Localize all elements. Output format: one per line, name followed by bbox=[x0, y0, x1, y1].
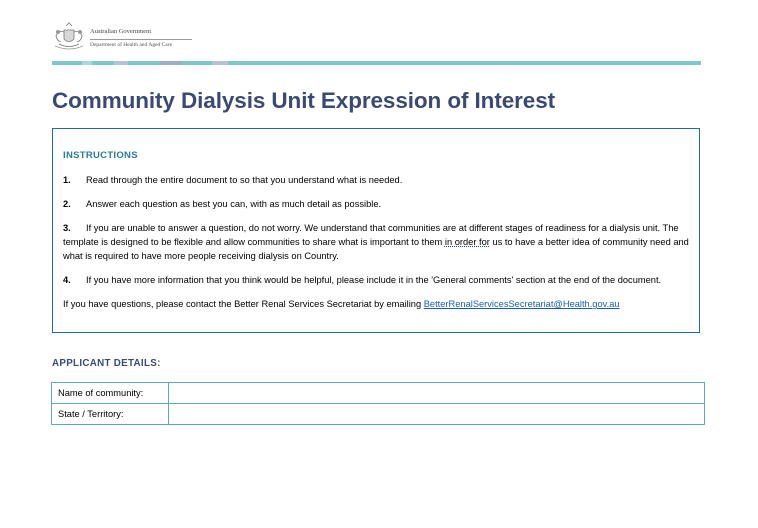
contact-text: If you have questions, please contact the Better Renal Services Secretariat by emailing bbox=[63, 299, 424, 309]
community-name-label: Name of community: bbox=[52, 383, 169, 404]
instructions-box bbox=[52, 128, 700, 333]
instruction-number: 2. bbox=[63, 199, 71, 209]
logo-text bbox=[90, 22, 192, 48]
instruction-number: 3. bbox=[63, 223, 71, 233]
instruction-number: 1. bbox=[63, 175, 71, 185]
instruction-text: Answer each question as best you can, with as much detail as possible. bbox=[86, 199, 382, 209]
stripe-segment bbox=[212, 61, 228, 65]
stripe-segment bbox=[160, 61, 182, 65]
instruction-item bbox=[63, 173, 689, 187]
grammar-marked-text: in order for bbox=[444, 237, 490, 247]
header-stripe bbox=[52, 61, 701, 65]
table-row bbox=[52, 383, 705, 404]
stripe-segment bbox=[82, 61, 92, 65]
instruction-text: If you have more information that you think would be helpful, please include it in the 'General comments' section at the end of the document. bbox=[86, 275, 662, 285]
instruction-text: Read through the entire document to so that you understand what is needed. bbox=[86, 175, 403, 185]
state-territory-label: State / Territory: bbox=[52, 404, 169, 425]
table-row bbox=[52, 404, 705, 425]
department-name: Department of Health and Aged Care bbox=[90, 41, 173, 48]
instruction-text: us to have a better idea of community need and what is required to have more people receiving dialysis on Country. bbox=[63, 237, 689, 261]
instruction-text: If you are unable to answer a question, do not worry. We understand that communities are at different stages of readiness for a dialysis unit. The template is designed to be flexible and allow communities to share what is important to them bbox=[63, 223, 679, 247]
coat-of-arms-icon bbox=[52, 22, 86, 50]
contact-email-link[interactable]: BetterRenalServicesSecretariat@Health.gov.au bbox=[423, 299, 620, 309]
instruction-number: 4. bbox=[63, 275, 71, 285]
government-name: Australian Government bbox=[90, 22, 192, 40]
stripe-segment bbox=[114, 61, 128, 65]
page-title: Community Dialysis Unit Expression of Interest bbox=[52, 88, 556, 113]
instruction-item bbox=[63, 221, 689, 263]
contact-line bbox=[63, 297, 689, 311]
applicant-details-table bbox=[51, 382, 705, 425]
applicant-details-heading: APPLICANT DETAILS: bbox=[52, 358, 161, 369]
instruction-item bbox=[63, 273, 689, 287]
state-territory-field[interactable] bbox=[169, 404, 705, 425]
community-name-field[interactable] bbox=[169, 383, 705, 404]
government-logo bbox=[52, 22, 192, 52]
instruction-item bbox=[63, 197, 689, 211]
instructions-heading: INSTRUCTIONS bbox=[63, 150, 138, 161]
